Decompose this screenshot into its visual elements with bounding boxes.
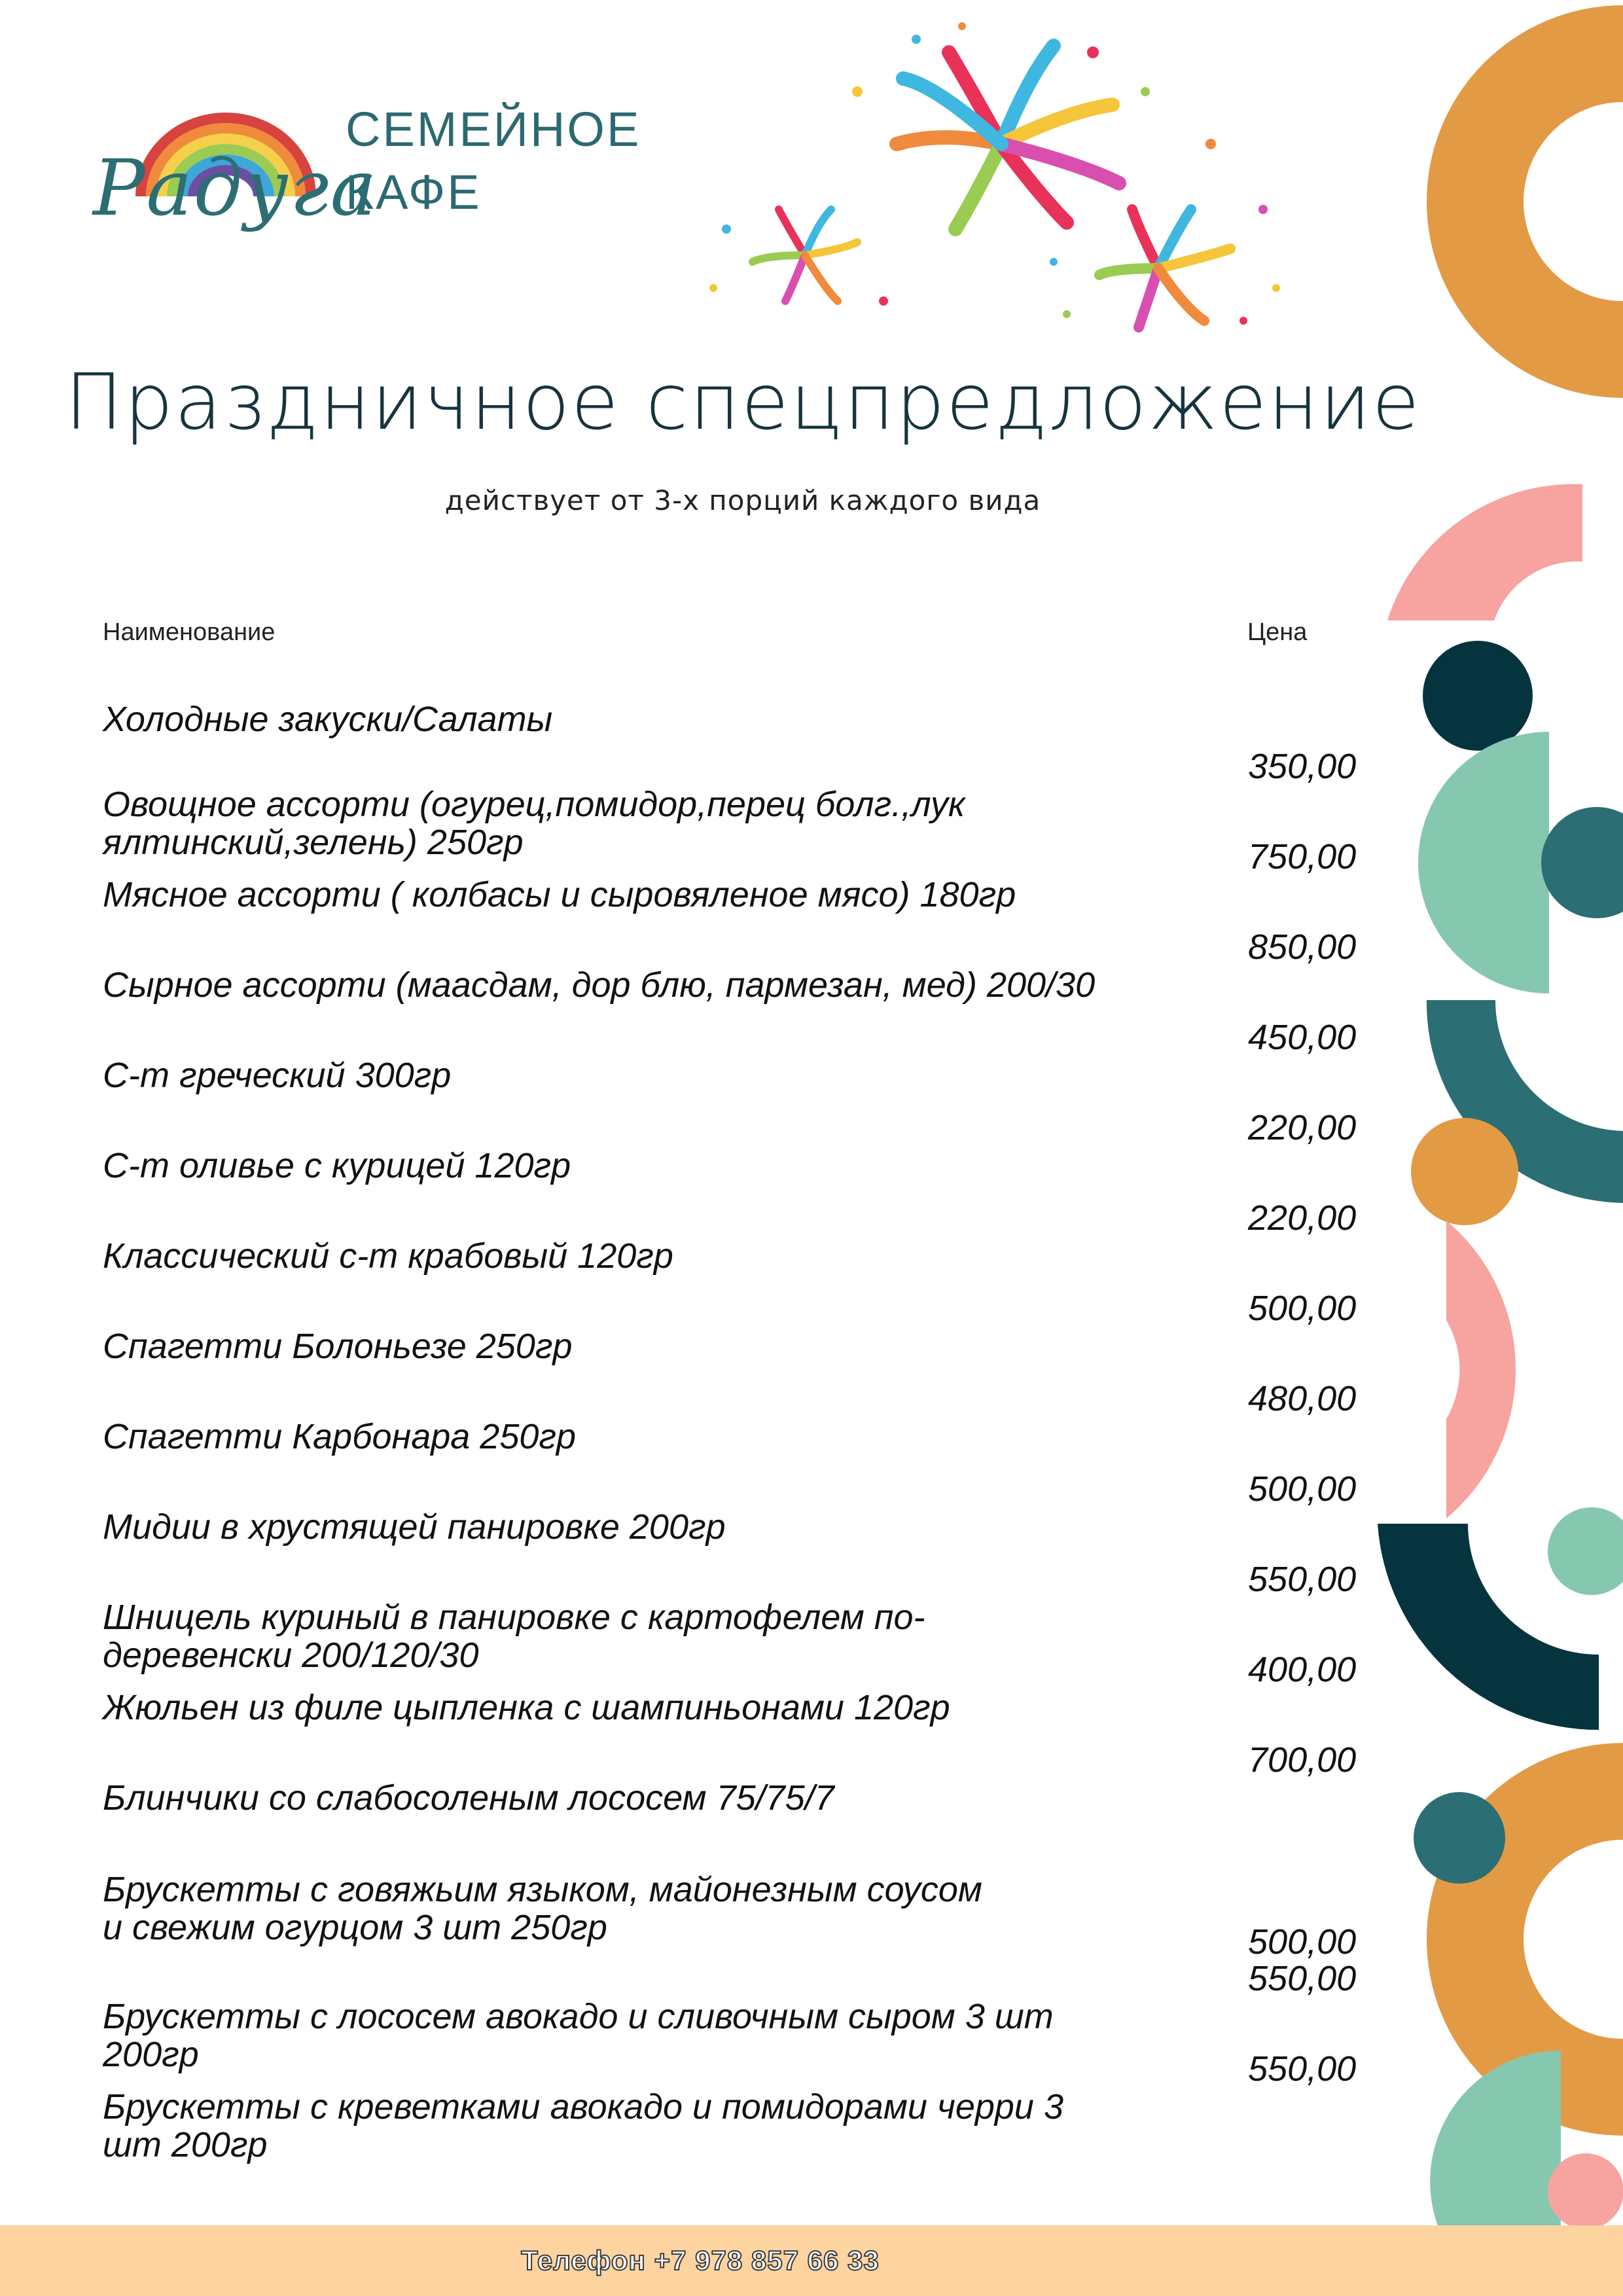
orange-ring-top bbox=[1427, 5, 1623, 398]
menu-item-price: 500,00 bbox=[1248, 1469, 1357, 1509]
firework-burst-large bbox=[897, 46, 1119, 229]
pink-arc bbox=[1387, 484, 1582, 620]
navy-circle bbox=[1423, 641, 1533, 751]
menu-item-name-line2: и свежим огурцом 3 шт 250гр bbox=[103, 1908, 607, 1947]
menu-item-price: 450,00 bbox=[1248, 1018, 1357, 1057]
firework-burst-small-right bbox=[1099, 209, 1230, 327]
menu-item-name: Шницель куриный в панировке с картофелем по-деревенски 200/120/30 bbox=[103, 1598, 925, 1675]
menu-item-name bbox=[103, 1871, 1097, 1946]
column-header-name: Наименование bbox=[103, 619, 276, 646]
menu-item-name: Мидии в хрустящей панировке 200гр bbox=[103, 1507, 726, 1547]
menu-item-name: Спагетти Болоньезе 250гр bbox=[103, 1327, 573, 1366]
pink-circle-small bbox=[1548, 2153, 1623, 2229]
menu-item-price: 220,00 bbox=[1248, 1198, 1357, 1238]
menu-item-price: 700,00 bbox=[1248, 1740, 1357, 1780]
teal-circle bbox=[1541, 807, 1623, 918]
cafe-logo bbox=[79, 65, 668, 262]
mint-half-circle bbox=[1418, 732, 1549, 994]
menu-item-price: 750,00 bbox=[1248, 837, 1357, 876]
category-heading: Холодные закуски/Салаты bbox=[103, 700, 553, 739]
menu-item-name: Мясное ассорти ( колбасы и сыровяленое мясо) 180гр bbox=[103, 875, 1016, 914]
menu-item-name: Спагетти Карбонара 250гр bbox=[103, 1417, 577, 1456]
menu-item-price: 850,00 bbox=[1248, 927, 1357, 967]
menu-item-price: 550,00 bbox=[1248, 2049, 1357, 2089]
menu-item-name: Брускетты с креветками авокадо и помидорами черри 3 шт 200гр bbox=[103, 2087, 1063, 2164]
decorative-shapes bbox=[1364, 0, 1623, 2296]
menu-item-name: С-т греческий 300гр bbox=[103, 1056, 452, 1095]
mint-circle bbox=[1548, 1507, 1623, 1595]
menu-item-name: Сырное ассорти (маасдам, дор блю, пармезан, мед) 200/30 bbox=[103, 965, 1096, 1005]
footer-bar bbox=[0, 2225, 1623, 2296]
menu-item-name: Блинчики со слабосоленым лососем 75/75/7 bbox=[103, 1778, 834, 1818]
page-subtitle: действует от 3-х порций каждого вида bbox=[444, 484, 1041, 516]
menu-item bbox=[103, 1870, 1357, 1962]
menu-item-name: Овощное ассорти (огурец,помидор,перец болг.,лук ялтинский,зелень) 250гр bbox=[103, 785, 965, 862]
menu-item-price: 500,00 bbox=[1248, 1922, 1357, 1962]
menu-item-price: 500,00 bbox=[1248, 1289, 1357, 1328]
menu-item-name: Жюльен из филе цыпленка с шампиньонами 120гр bbox=[103, 1688, 950, 1727]
cafe-label bbox=[346, 98, 641, 224]
orange-circle bbox=[1411, 1118, 1518, 1225]
menu-item-name: Классический с-т крабовый 120гр bbox=[103, 1236, 673, 1276]
teal-circle-small bbox=[1414, 1792, 1505, 1884]
menu-item-price: 480,00 bbox=[1248, 1379, 1357, 1418]
menu-item-price: 550,00 bbox=[1248, 1959, 1357, 1998]
menu-item-price: 350,00 bbox=[1248, 747, 1357, 786]
menu-item-price: 550,00 bbox=[1248, 1560, 1357, 1599]
column-header-price: Цена bbox=[1247, 619, 1308, 646]
menu-item-price: 220,00 bbox=[1248, 1108, 1357, 1147]
fireworks-illustration bbox=[687, 13, 1315, 353]
footer-phone: Телефон +7 978 857 66 33 bbox=[521, 2245, 880, 2276]
firework-burst-small-left bbox=[753, 209, 857, 301]
menu-item-price: 400,00 bbox=[1248, 1650, 1357, 1689]
menu-item-name: С-т оливье с курицей 120гр bbox=[103, 1146, 571, 1185]
menu-item-name: Брускетты с лососем авокадо и сливочным сыром 3 шт 200гр bbox=[103, 1997, 1054, 2074]
logo-wordmark: Радуга bbox=[93, 143, 378, 233]
cafe-label-line2: КАФЕ bbox=[346, 165, 482, 219]
page-title: Праздничное спецпредложение bbox=[64, 357, 1421, 447]
menu-item-name-line1: Брускетты с говяжьим языком, майонезным соусом bbox=[103, 1870, 982, 1909]
pink-half-ring bbox=[1446, 1221, 1516, 1518]
cafe-label-line1: СЕМЕЙНОЕ bbox=[346, 102, 641, 156]
